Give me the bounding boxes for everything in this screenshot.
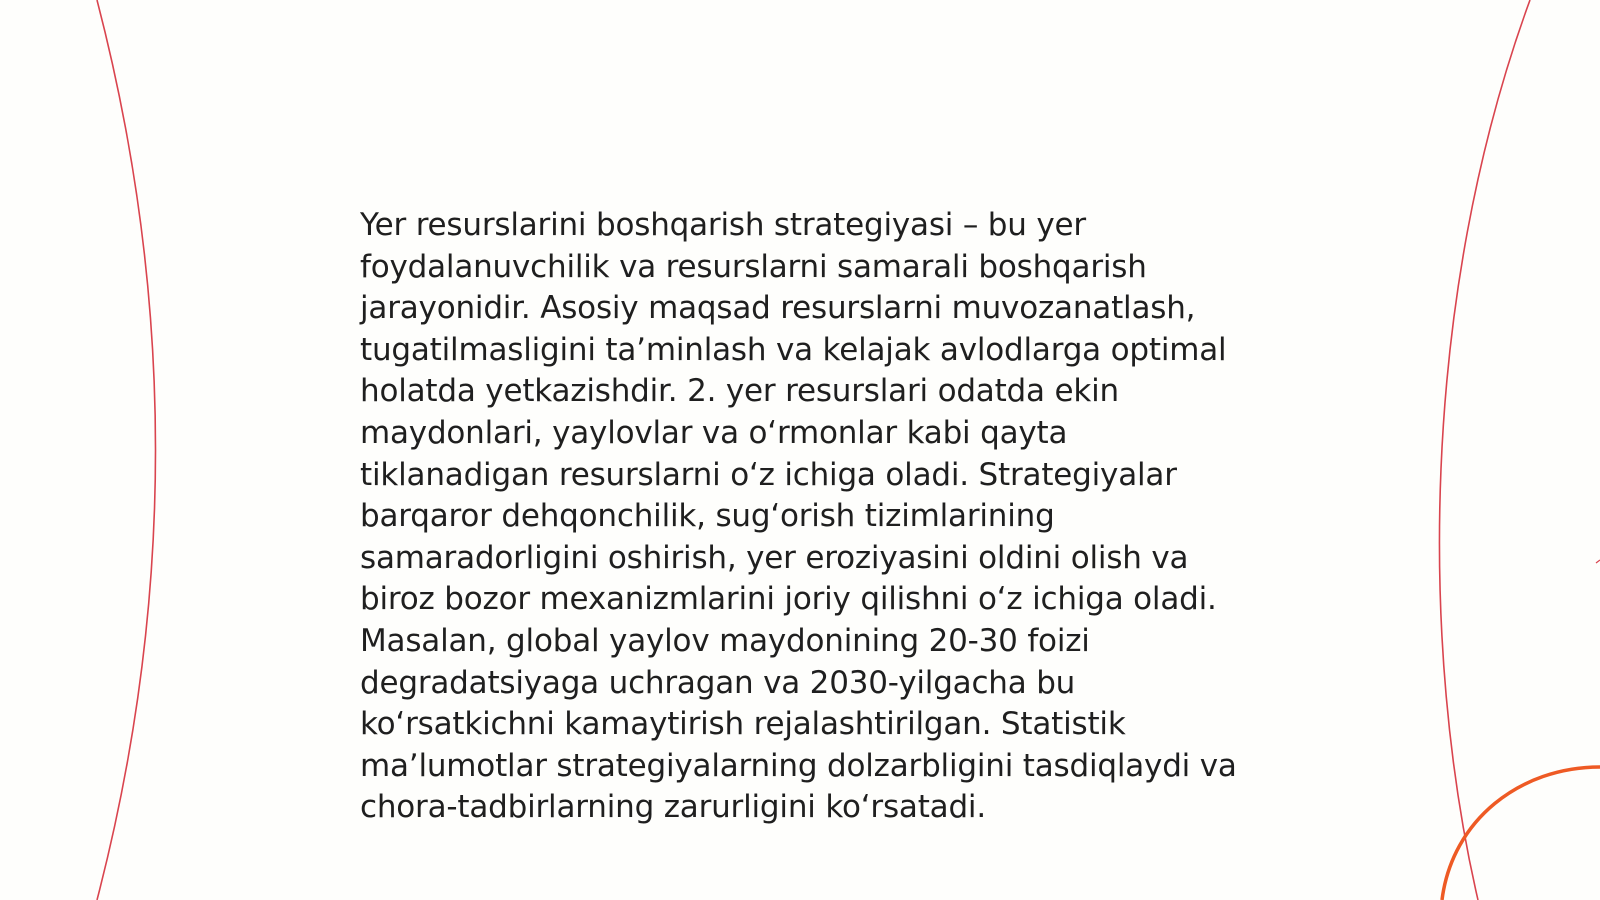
left-curve-line — [97, 0, 156, 900]
corner-ring-arc — [1442, 767, 1600, 900]
right-edge-tick — [1596, 560, 1600, 563]
right-curve-line — [1439, 0, 1530, 900]
body-paragraph: Yer resurslarini boshqarish strategiyasi – bu yer foydalanuvchilik va resurslarni samarali boshqarish jarayonidir. Asosiy maqsad resurslarni muvozanatlash, tugatilmasligini ta’minlash va kelajak avlodlarga optimal holatda yetkazishdir. 2. yer resurslari odatda ekin maydonlari, yaylovlar va o‘rmonlar kabi qayta tiklanadigan resurslarni o‘z ichiga oladi. Strategiyalar barqaror dehqonchilik, sug‘orish tizimlarining samaradorligini oshirish, yer eroziyasini oldini olish va biroz bozor mexanizmlarini joriy qilishni o‘z ichiga oladi. Masalan, global yaylov maydonining 20-30 foizi degradatsiyaga uchragan va 2030-yilgacha bu ko‘rsatkichni kamaytirish rejalashtirilgan. Statistik ma’lumotlar strategiyalarning dolzarbligini tasdiqlaydi va chora-tadbirlarning zarurligini ko‘rsatadi. — [360, 207, 1237, 826]
